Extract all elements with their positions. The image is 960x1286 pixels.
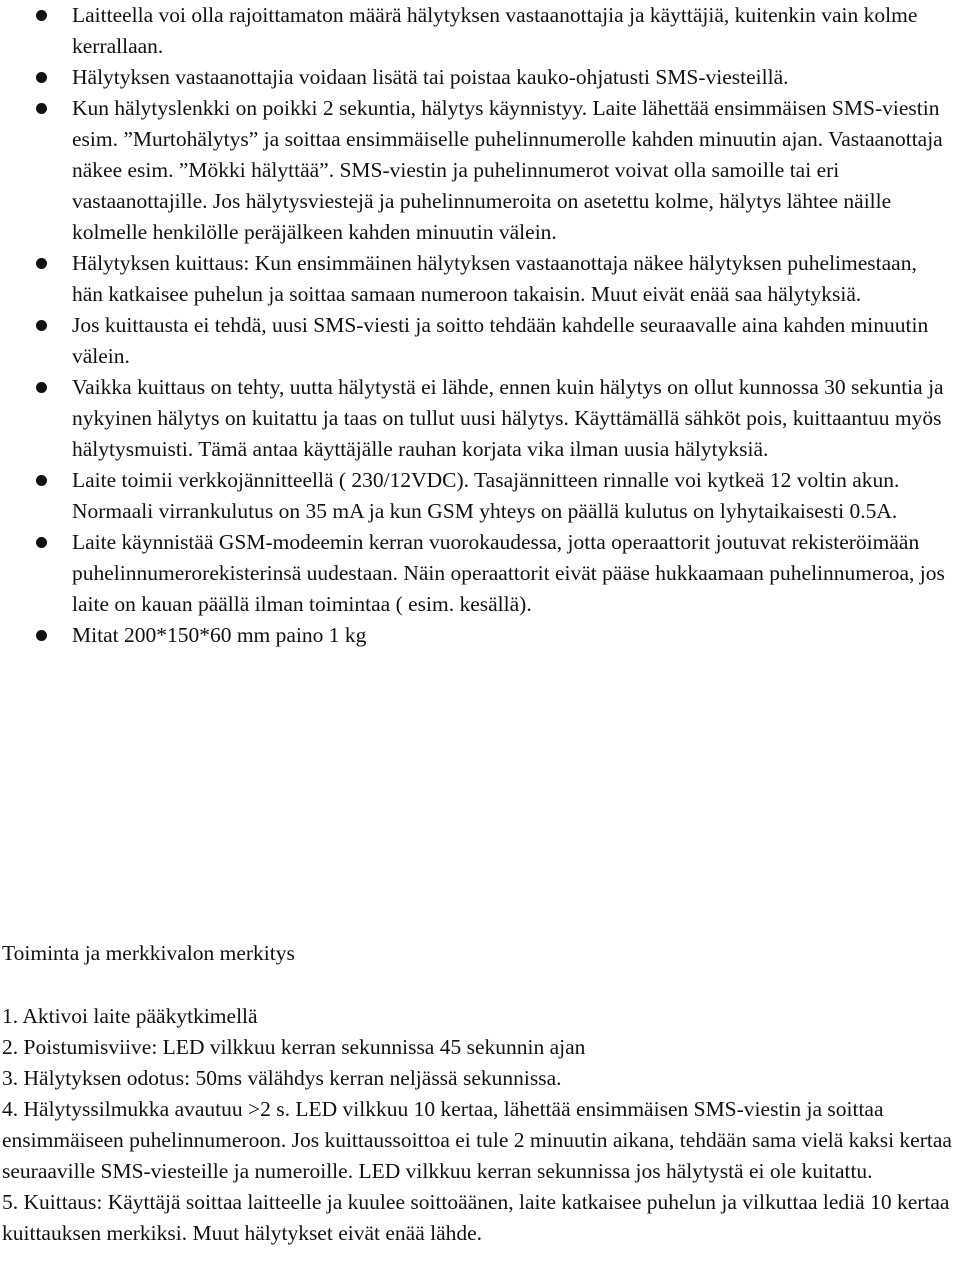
bullet-text: Kun hälytyslenkki on poikki 2 sekuntia, hälytys käynnistyy. Laite lähettää ensimmäisen SMS-viestin esim. ”Murtohälytys” ja soittaa ensimmäiselle puhelinnumerolle kahden minuutin ajan. Vastaanottaja näkee esim. ”Mökki hälyttää”. SMS-viestin ja puhelinnumerot voivat olla samoille tai eri vastaanottajille. Jos hälytysviestejä ja puhelinnumeroita on asetettu kolme, hälytys lähtee näille kolmelle henkilölle peräjälkeen kahden minuutin välein. [72,96,943,244]
bullet-text: Laite toimii verkkojännitteellä ( 230/12VDC). Tasajännitteen rinnalle voi kytkeä 12 voltin akun. Normaali virrankulutus on 35 mA ja kun GSM yhteys on päällä kulutus on lyhytaikaisesti 0.5A. [72,468,900,523]
section-heading: Toiminta ja merkkivalon merkitys [2,941,295,965]
bullet-dot-icon [36,630,47,641]
bullet-text: Hälytyksen kuittaus: Kun ensimmäinen hälytyksen vastaanottaja näkee hälytyksen puhelimestaan, hän katkaisee puhelun ja soittaa samaan numeroon takaisin. Muut eivät enää saa hälytyksiä. [72,251,917,306]
step-item: 5. Kuittaus: Käyttäjä soittaa laitteelle ja kuulee soittoäänen, laite katkaisee puhelun ja vilkuttaa lediä 10 kertaa kuittauksen merkiksi. Muut hälytykset eivät enää lähde. [2,1190,950,1245]
bullet-dot-icon [36,10,47,21]
bullet-item [0,620,960,651]
bullet-dot-icon [36,320,47,331]
bullet-item [0,248,960,310]
bullet-item [0,310,960,372]
bullet-text: Jos kuittausta ei tehdä, uusi SMS-viesti ja soitto tehdään kahdelle seuraavalle aina kahden minuutin välein. [72,313,929,368]
bullet-dot-icon [36,475,47,486]
bullet-text: Vaikka kuittaus on tehty, uutta hälytystä ei lähde, ennen kuin hälytys on ollut kunnossa 30 sekuntia ja nykyinen hälytys on kuitattu ja taas on tullut uusi hälytys. Käyttämällä sähköt pois, kuittaantuu myös hälytysmuisti. Tämä antaa käyttäjälle rauhan korjata vika ilman uusia hälytyksiä. [72,375,944,461]
step-item: 4. Hälytyssilmukka avautuu >2 s. LED vilkkuu 10 kertaa, lähettää ensimmäisen SMS-viestin ja soittaa ensimmäiseen puhelinnumeroon. Jos kuittaussoittoa ei tule 2 minuutin aikana, tehdään sama vielä kaksi kertaa seuraaville SMS-viesteille ja numeroille. LED vilkkuu kerran sekunnissa jos hälytystä ei ole kuitattu. [2,1097,952,1183]
steps-list [2,1001,958,1249]
bullet-text: Laite käynnistää GSM-modeemin kerran vuorokaudessa, jotta operaattorit joutuvat rekisteröimään puhelinnumerorekisterinsä uudestaan. Näin operaattorit eivät pääse hukkaamaan puhelinnumeroa, jos laite on kauan päällä ilman toimintaa ( esim. kesällä). [72,530,945,616]
step-item: 2. Poistumisviive: LED vilkkuu kerran sekunnissa 45 sekunnin ajan [2,1035,586,1059]
bullet-text: Mitat 200*150*60 mm paino 1 kg [72,623,367,647]
bullet-item [0,527,960,620]
bullet-text: Laitteella voi olla rajoittamaton määrä hälytyksen vastaanottajia ja käyttäjiä, kuitenkin vain kolme kerrallaan. [72,3,918,58]
bullet-dot-icon [36,72,47,83]
step-item: 3. Hälytyksen odotus: 50ms välähdys kerran neljässä sekunnissa. [2,1066,562,1090]
bullet-item [0,93,960,248]
bullet-dot-icon [36,258,47,269]
bullet-dot-icon [36,537,47,548]
bullet-item [0,465,960,527]
bullet-item [0,372,960,465]
bullet-item [0,0,960,62]
step-item: 1. Aktivoi laite pääkytkimellä [2,1004,258,1028]
bullet-item [0,62,960,93]
bullet-text: Hälytyksen vastaanottajia voidaan lisätä tai poistaa kauko-ohjatusti SMS-viesteillä. [72,65,789,89]
bullet-dot-icon [36,382,47,393]
bullet-dot-icon [36,103,47,114]
